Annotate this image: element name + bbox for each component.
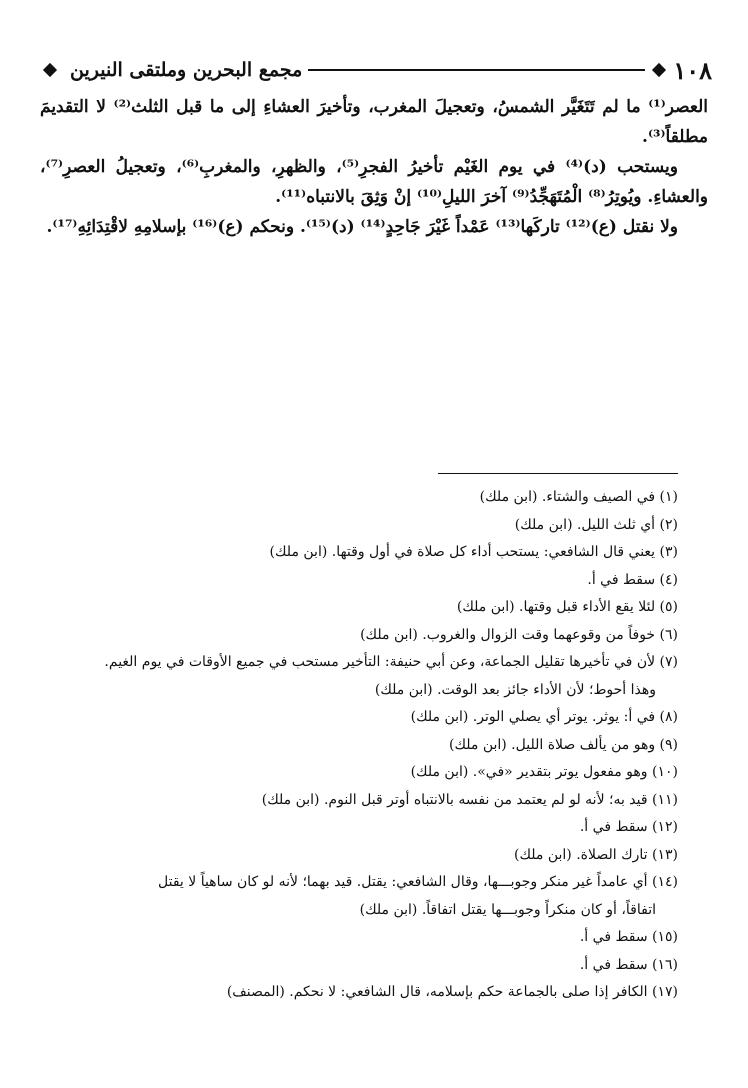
footnotes <box>40 484 678 1007</box>
paragraph: العصر⁽¹⁾ ما لم تَتَغَيَّر الشمسُ، وتعجيلَ المغرب، وتأخيرَ العشاءِ إلى ما قبل الثلث⁽²⁾ لا التقديمَ مطلقاً⁽³⁾. <box>40 97 709 147</box>
footnote: (١) في الصيف والشتاء. (ابن ملك) <box>479 489 678 505</box>
footnote: (١٢) سقط في أ. <box>579 819 678 835</box>
page-header <box>36 52 712 88</box>
footnote: (٧) لأن في تأخيرها تقليل الجماعة، وعن أبي حنيفة: التأخير مستحب في جميع الأوقات في يوم الغيم. <box>104 654 678 670</box>
footnote: (٦) خوفاً من وقوعهما وقت الزوال والغروب. (ابن ملك) <box>360 626 678 643</box>
diamond-ornament-icon <box>652 63 666 77</box>
footnote-continuation: وهذا أحوط؛ لأن الأداء جائز بعد الوقت. (ابن ملك) <box>374 681 656 698</box>
main-text <box>40 92 708 242</box>
paragraph: ويستحب (د)⁽⁴⁾ في يوم الغَيْم تأخيرُ الفجرِ⁽⁵⁾، والظهرِ، والمغربِ⁽⁶⁾، وتعجيلُ العصرِ⁽⁷⁾، والعشاءِ. ويُوتِرُ⁽⁸⁾ الْمُتَهَجِّدُ⁽⁹⁾ آخرَ الليلِ⁽¹⁰⁾ إنْ وَثِقَ بالانتباه⁽¹¹⁾. <box>40 157 708 207</box>
footnote: (١٧) الكافر إذا صلى بالجماعة حكم بإسلامه، قال الشافعي: لا نحكم. (المصنف) <box>226 984 678 1000</box>
footnote: (٤) سقط في أ. <box>587 571 678 588</box>
footnote: (٥) لئلا يقع الأداء قبل وقتها. (ابن ملك) <box>456 599 678 615</box>
diamond-ornament-icon <box>43 63 57 77</box>
footnote: (١٤) أي عامداً غير منكر وجوبـــها، وقال الشافعي: يقتل. قيد بهما؛ لأنه لو كان ساهياً لا يقتل <box>158 874 678 890</box>
running-title: مجمع البحرين وملتقى النيرين <box>70 59 303 81</box>
footnote: (١٦) سقط في أ. <box>579 956 678 973</box>
footnote-continuation: اتفاقاً، أو كان منكراً وجوبـــها يقتل اتفاقاً. (ابن ملك) <box>359 901 656 918</box>
footnote: (١٣) تارك الصلاة. (ابن ملك) <box>514 846 678 863</box>
footnote: (٢) أي ثلث الليل. (ابن ملك) <box>514 516 678 533</box>
footnote: (٨) في أ: يوثر. يوتر أي يصلي الوتر. (ابن ملك) <box>410 709 678 725</box>
footnote: (١٠) وهو مفعول يوتر بتقدير «في». (ابن ملك) <box>410 764 678 780</box>
paragraph: ولا نقتل (ع)⁽¹²⁾ تاركَها⁽¹³⁾ عَمْداً غَيْرَ جَاحِدٍ⁽¹⁴⁾ (د)⁽¹⁵⁾. ونحكم (ع)⁽¹⁶⁾ بإسلامِهِ لاقْتِدَائِهِ⁽¹⁷⁾. <box>46 217 678 237</box>
footnote: (١١) قيد به؛ لأنه لو لم يعتمد من نفسه بالانتباه أوتر قبل النوم. (ابن ملك) <box>261 791 678 808</box>
footnote: (٣) يعني قال الشافعي: يستحب أداء كل صلاة في أول وقتها. (ابن ملك) <box>269 544 678 560</box>
page-number: ١٠٨ <box>673 55 712 85</box>
footnote: (١٥) سقط في أ. <box>579 929 678 945</box>
footnote: (٩) وهو من يألف صلاة الليل. (ابن ملك) <box>448 736 678 753</box>
footnote-separator <box>438 473 678 474</box>
header-rule <box>308 69 645 71</box>
